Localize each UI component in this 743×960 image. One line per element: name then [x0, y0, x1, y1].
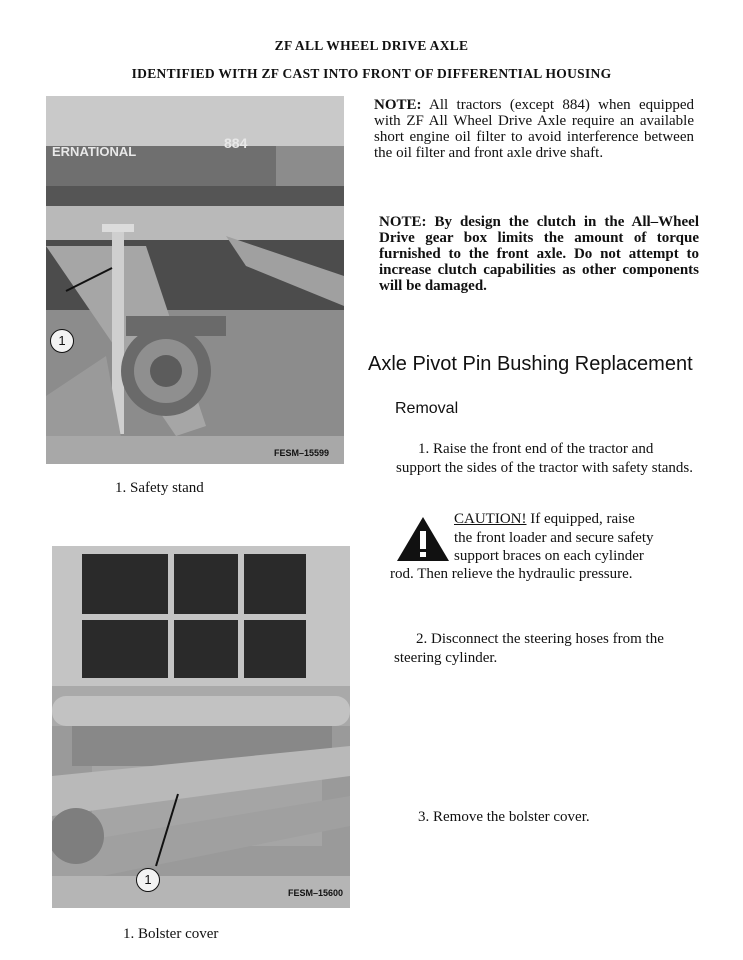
- figure-bolster-cover-photo: [52, 546, 350, 908]
- caution-text: If equipped, raise: [526, 511, 635, 527]
- figure-safety-stand-photo: [46, 96, 344, 464]
- caution-line-3: support braces on each cylinder: [454, 548, 644, 564]
- tractor-axle-illustration: [46, 96, 344, 464]
- callout-1-bolster-cover: 1: [136, 868, 160, 892]
- caution-line-1: [454, 511, 635, 527]
- note-text: All tractors (except 884) when equipped with ZF All Wheel Drive Axle require an available short engine oil filter to avoid interference between the oil filter and front axle drive shaft.: [374, 97, 694, 161]
- step-3: 3. Remove the bolster cover.: [418, 809, 590, 825]
- caution-line-4: rod. Then relieve the hydraulic pressure.: [390, 566, 633, 582]
- figure-id-label: FESM–15599: [274, 448, 330, 458]
- svg-text:884: 884: [224, 135, 248, 151]
- section-subtitle: Removal: [395, 400, 459, 417]
- note-label: NOTE:: [374, 97, 422, 113]
- figure-caption: 1. Safety stand: [115, 480, 204, 496]
- step-2: 2. Disconnect the steering hoses from the steering cylinder.: [394, 631, 664, 666]
- caution-line-2: the front loader and secure safety: [454, 530, 654, 546]
- page-title: ZF ALL WHEEL DRIVE AXLE: [274, 38, 469, 53]
- warning-triangle-icon: [395, 515, 451, 563]
- caution-label: CAUTION!: [454, 511, 527, 527]
- step-1: 1. Raise the front end of the tractor and support the sides of the tractor with safety stands.: [396, 441, 694, 476]
- note-oil-filter: [374, 97, 694, 161]
- figure-caption: 1. Bolster cover: [123, 926, 219, 942]
- note-clutch: NOTE: By design the clutch in the All–Wheel Drive gear box limits the amount of torque furnished to the front axle. Do not attempt to increase clutch capabilities as other components will be damaged.: [379, 214, 699, 294]
- figure-id-label: FESM–15600: [288, 888, 344, 898]
- section-title: Axle Pivot Pin Bushing Replacement: [368, 353, 693, 375]
- bolster-cover-illustration: [52, 546, 350, 908]
- svg-text:ERNATIONAL: ERNATIONAL: [52, 144, 137, 159]
- page-subtitle: IDENTIFIED WITH ZF CAST INTO FRONT OF DIFFERENTIAL HOUSING: [131, 66, 612, 81]
- callout-1-safety-stand: 1: [50, 329, 74, 353]
